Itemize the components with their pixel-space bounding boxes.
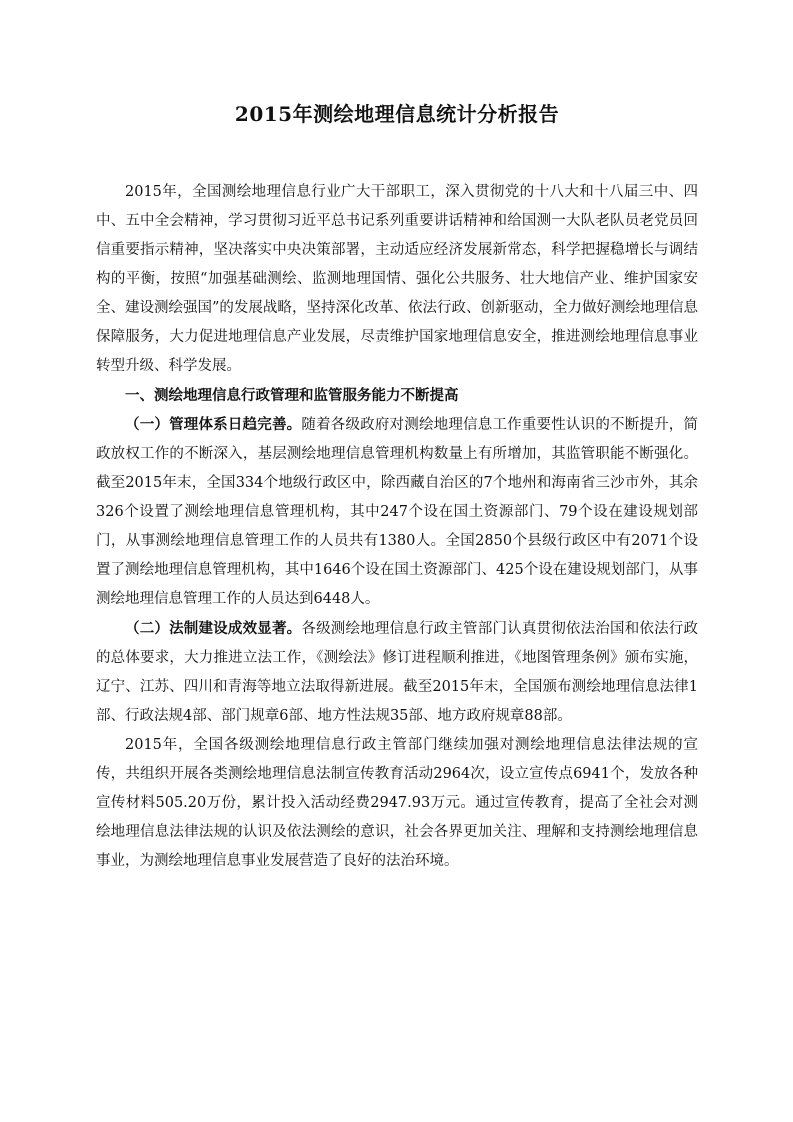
- legal-publicity-paragraph: 2015年，全国各级测绘地理信息行政主管部门继续加强对测绘地理信息法律法规的宣传，共组织开展各类测绘地理信息法制宣传教育活动2964次，设立宣传点6941个，发放各种宣传材料505.20万份，累计投入活动经费2947.93万元。通过宣传教育，提高了全社会对测绘地理信息法律法规的认识及依法测绘的意识，社会各界更加关注、理解和支持测绘地理信息事业，为测绘地理信息事业发展营造了良好的法治环境。: [96, 737, 698, 869]
- subsection-body: 各级测绘地理信息行政主管部门认真贯彻依法治国和依法行政的总体要求，大力推进立法工作，《测绘法》修订进程顺利推进，《地图管理条例》颁布实施，辽宁、江苏、四川和青海等地立法取得新进展。截至2015年末，全国颁布测绘地理信息法律1部、行政法规4部、部门规章6部、地方性法规35部、地方政府规章88部。: [96, 621, 699, 724]
- document-page: [96, 100, 698, 876]
- subsection-body: 随着各级政府对测绘地理信息工作重要性认识的不断提升，简政放权工作的不断深入，基层测绘地理信息管理机构数量上有所增加，其监管职能不断强化。截至2015年末，全国334个地级行政区中，除西藏自治区的7个地州和海南省三沙市外，其余326个设置了测绘地理信息管理机构，其中247个设在国土资源部门、79个设在建设规划部门，从事测绘地理信息管理工作的人员共有1380人。全国2850个县级行政区中有2071个设置了测绘地理信息管理机构，其中1646个设在国土资源部门、425个设在建设规划部门，从事测绘地理信息管理工作的人员达到6448人。: [96, 417, 699, 607]
- subsection-lead: （二）法制建设成效显著。: [125, 620, 302, 637]
- intro-paragraph: 2015年，全国测绘地理信息行业广大干部职工，深入贯彻党的十八大和十八届三中、四中、五中全会精神，学习贯彻习近平总书记系列重要讲话精神和给国测一大队老队员老党员回信重要指示精神，坚决落实中央决策部署，主动适应经济发展新常态，科学把握稳增长与调结构的平衡，按照“加强基础测绘、监测地理国情、强化公共服务、壮大地信产业、维护国家安全、建设测绘强国”的发展战略，坚持深化改革、依法行政、创新驱动，全力做好测绘地理信息保障服务，大力促进地理信息产业发展，尽责维护国家地理信息安全，推进测绘地理信息事业转型升级、科学发展。: [96, 184, 698, 374]
- subsection-lead: （一）管理体系日趋完善。: [125, 416, 302, 433]
- subsection-management-system: [96, 410, 698, 614]
- document-title: 2015年测绘地理信息统计分析报告: [234, 102, 560, 126]
- subsection-legal-construction: [96, 614, 698, 731]
- section-heading: 一、测绘地理信息行政管理和监管服务能力不断提高: [125, 387, 459, 404]
